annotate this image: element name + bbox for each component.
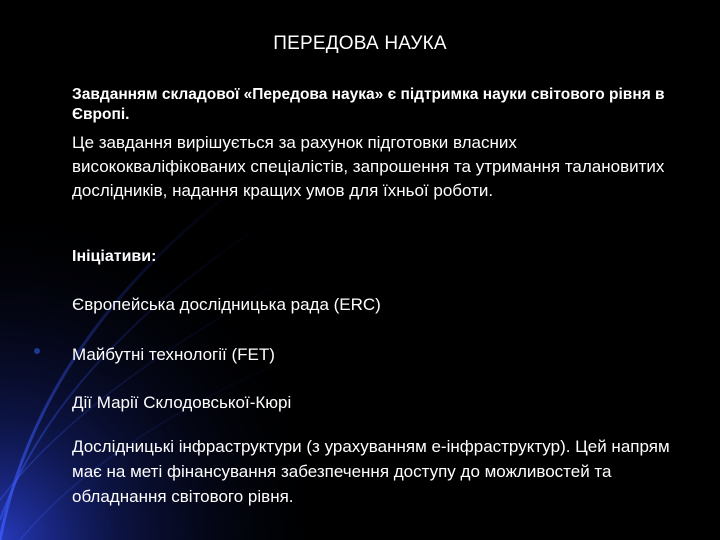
initiative-infrastructures: Дослідницькі інфраструктури (з урахуванням е-інфраструктур). Цей напрям має на меті фінансування забезпечення доступу до можливостей та обладнання світового рівня. <box>72 437 670 506</box>
initiatives-heading: Ініціативи: <box>72 248 157 265</box>
slide-title: ПЕРЕДОВА НАУКА <box>273 33 447 54</box>
initiative-fet: Майбутні технології (FET) <box>72 345 275 364</box>
initiative-erc: Європейська дослідницька рада (ERC) <box>72 295 381 314</box>
intro-text: Завданням складової «Передова наука» є підтримка науки світового рівня в Європі. <box>72 86 665 123</box>
bullet-icon <box>34 348 40 354</box>
description-text: Це завдання вирішується за рахунок підготовки власних висококваліфікованих спеціалістів, запрошення та утримання талановитих дослідників, надання кращих умов для їхньої роботи. <box>72 133 665 200</box>
initiative-msca: Дії Марії Склодовської-Кюрі <box>72 393 292 412</box>
